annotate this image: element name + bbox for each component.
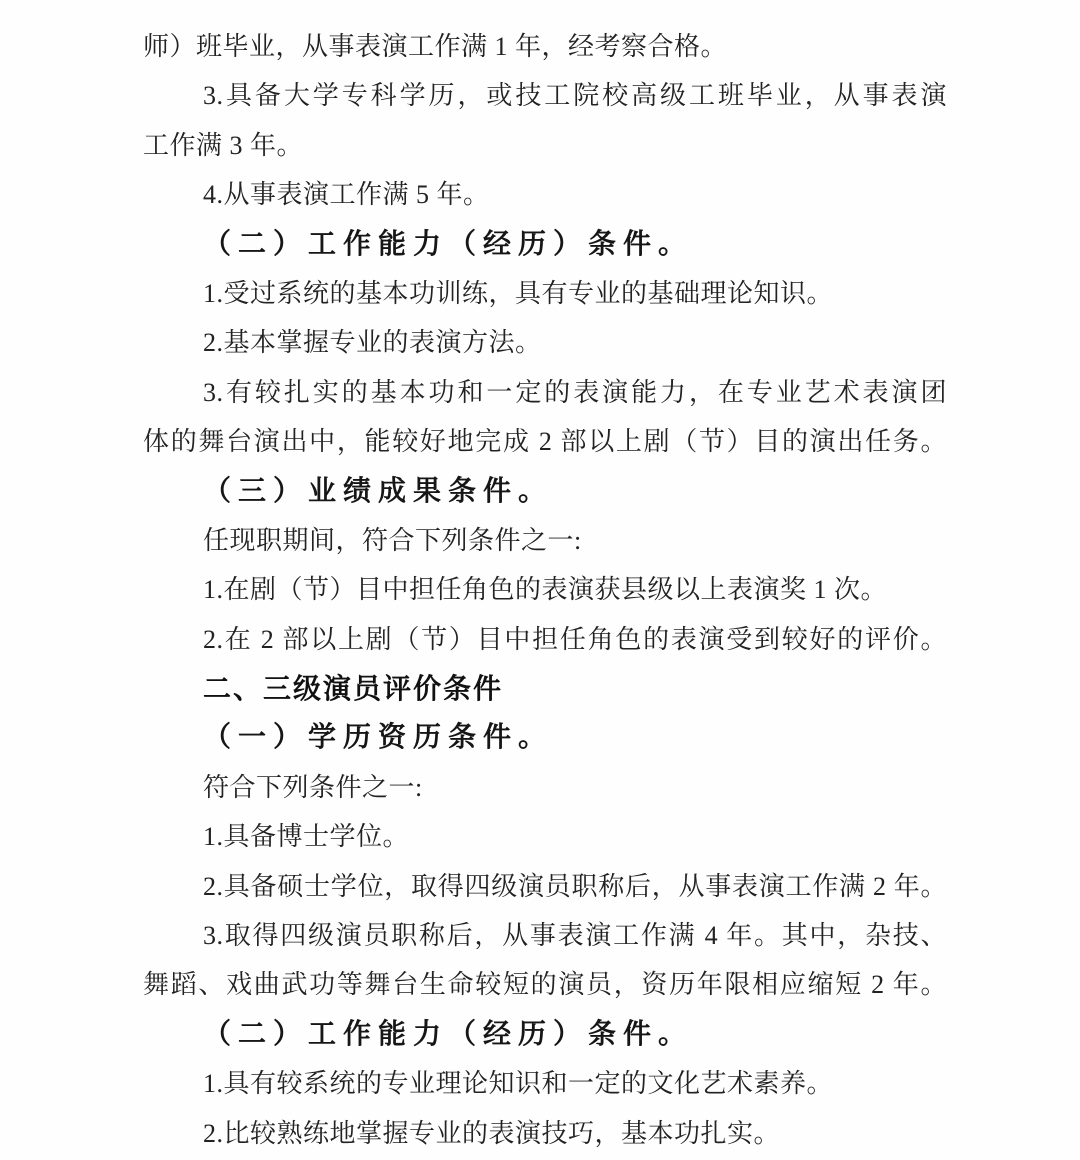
text-line: 2.比较熟练地掌握专业的表演技巧，基本功扎实。 [203, 1118, 781, 1148]
text-line: 3.取得四级演员职称后，从事表演工作满 4 年。其中，杂技、 [203, 921, 947, 951]
text-line: 体的舞台演出中，能较好地完成 2 部以上剧（节）目的演出任务。 [143, 427, 947, 457]
text-line: 1.具有较系统的专业理论知识和一定的文化艺术素养。 [203, 1069, 834, 1099]
text-line: 1.具备博士学位。 [203, 822, 410, 852]
text-line: 2.基本掌握专业的表演方法。 [203, 328, 542, 358]
section-heading: （三）业绩成果条件。 [203, 475, 554, 507]
text-line: 工作满 3 年。 [143, 130, 304, 160]
section-heading: （二）工作能力（经历）条件。 [203, 1018, 694, 1050]
text-line: 2.具备硕士学位，取得四级演员职称后，从事表演工作满 2 年。 [203, 871, 947, 901]
document-body [143, 22, 947, 1158]
text-line: 师）班毕业，从事表演工作满 1 年，经考察合格。 [143, 32, 728, 61]
text-line: 1.在剧（节）目中担任角色的表演获县级以上表演奖 1 次。 [203, 575, 888, 605]
section-heading: （二）工作能力（经历）条件。 [203, 228, 694, 260]
text-line: 舞蹈、戏曲武功等舞台生命较短的演员，资历年限相应缩短 2 年。 [143, 970, 947, 1000]
text-line: 3.具备大学专科学历，或技工院校高级工班毕业，从事表演 [203, 81, 947, 111]
text-line: 符合下列条件之一: [203, 772, 423, 802]
text-line: 1.受过系统的基本功训练，具有专业的基础理论知识。 [203, 278, 834, 308]
text-line: 3.有较扎实的基本功和一定的表演能力，在专业艺术表演团 [203, 377, 947, 407]
text-line: 任现职期间，符合下列条件之一: [203, 525, 582, 555]
text-line: 2.在 2 部以上剧（节）目中担任角色的表演受到较好的评价。 [203, 624, 947, 654]
chapter-heading: 二、三级演员评价条件 [203, 673, 504, 705]
section-heading: （一）学历资历条件。 [203, 722, 554, 754]
text-line: 4.从事表演工作满 5 年。 [203, 180, 490, 210]
